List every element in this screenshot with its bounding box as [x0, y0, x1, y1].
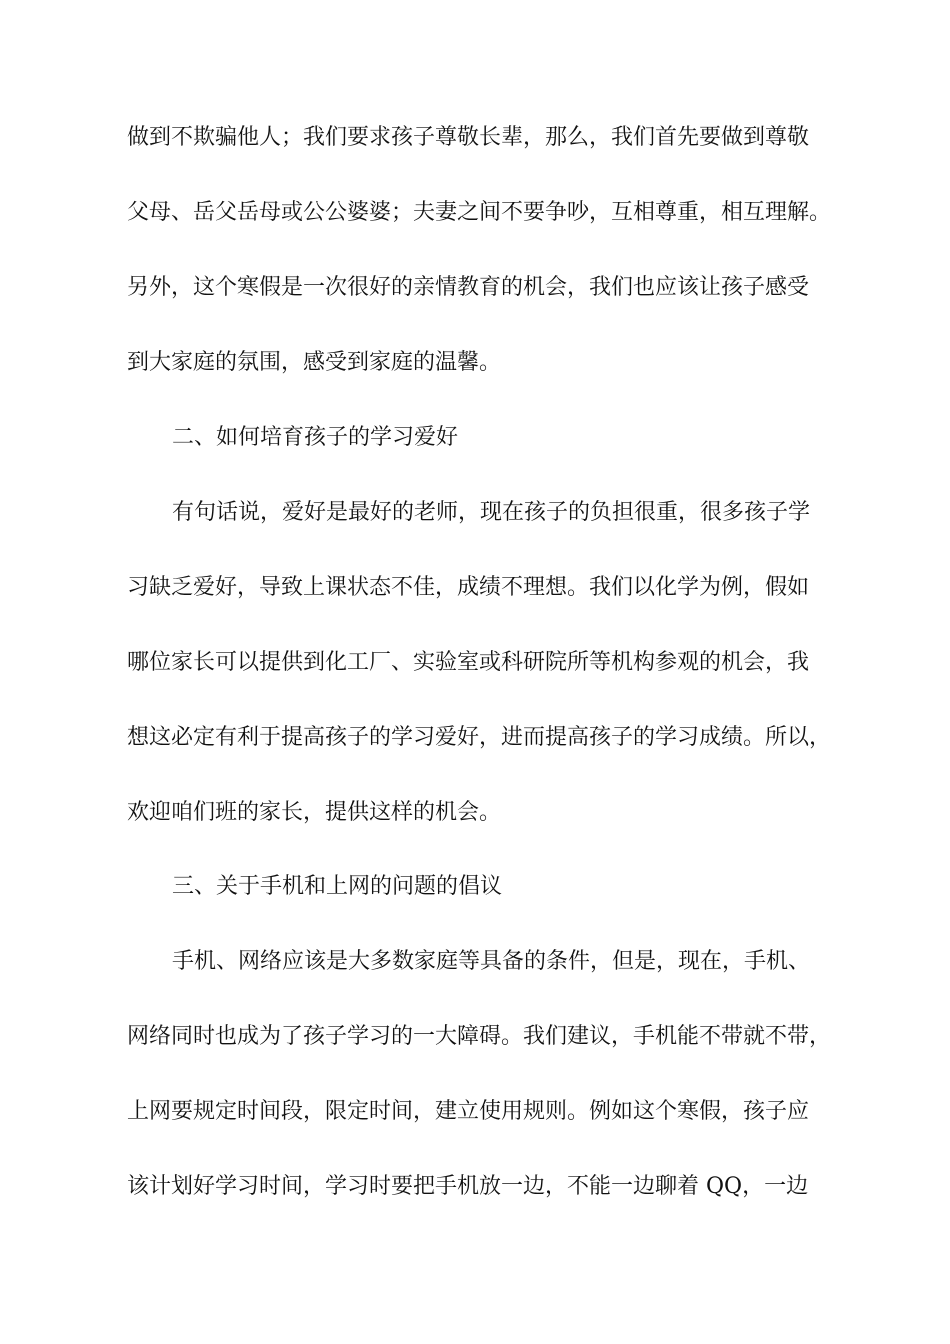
- paragraph-line: 做到不欺骗他人；我们要求孩子尊敬长辈，那么，我们首先要做到尊敬: [127, 125, 810, 150]
- paragraph-line: 想这必定有利于提高孩子的学习爱好，进而提高孩子的学习成绩。所以，: [127, 725, 832, 750]
- paragraph-line: 有句话说，爱好是最好的老师，现在孩子的负担很重，很多孩子学: [172, 500, 811, 525]
- paragraph-line: 另外，这个寒假是一次很好的亲情教育的机会，我们也应该让孩子感受: [127, 275, 810, 300]
- paragraph-line: 手机、网络应该是大多数家庭等具备的条件，但是，现在，手机、: [172, 949, 811, 974]
- paragraph-line: 欢迎咱们班的家长，提供这样的机会。: [127, 800, 502, 825]
- paragraph-line: 父母、岳父岳母或公公婆婆；夫妻之间不要争吵，互相尊重，相互理解。: [127, 200, 832, 225]
- paragraph-line: 习缺乏爱好，导致上课状态不佳，成绩不理想。我们以化学为例，假如: [127, 575, 810, 600]
- paragraph-line: 哪位家长可以提供到化工厂、实验室或科研院所等机构参观的机会，我: [127, 650, 810, 675]
- paragraph-line: 该计划好学习时间，学习时要把手机放一边，不能一边聊着 QQ，一边: [127, 1174, 809, 1199]
- paragraph-line: 到大家庭的氛围，感受到家庭的温馨。: [127, 350, 502, 375]
- section-heading-2: 二、如何培育孩子的学习爱好: [172, 425, 459, 450]
- section-heading-3: 三、关于手机和上网的问题的倡议: [172, 874, 503, 899]
- paragraph-line: 网络同时也成为了孩子学习的一大障碍。我们建议，手机能不带就不带，: [127, 1024, 832, 1049]
- paragraph-line: 上网要规定时间段，限定时间，建立使用规则。例如这个寒假，孩子应: [127, 1099, 810, 1124]
